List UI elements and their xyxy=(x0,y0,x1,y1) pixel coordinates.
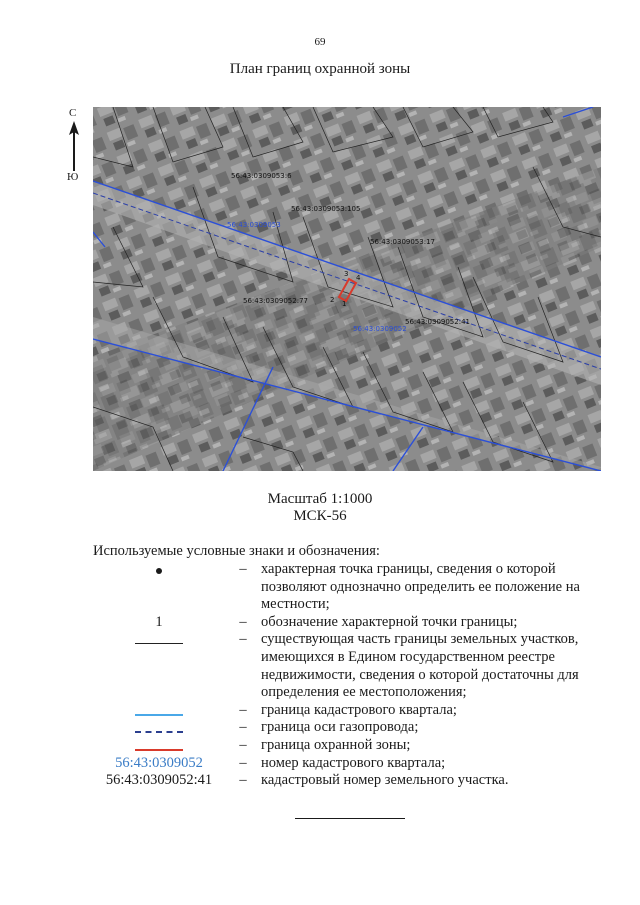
legend-dash: – xyxy=(239,736,247,753)
legend-item-gas-axis xyxy=(93,719,613,737)
dashed-line-icon xyxy=(135,731,183,733)
map-label-parcel: 56:43:0309052:77 xyxy=(243,297,308,305)
map-label-quarter: 56:43:0309052 xyxy=(353,325,407,333)
map-label-parcel: 56:43:0309053:6 xyxy=(231,172,292,180)
north-arrow-icon xyxy=(66,121,82,173)
legend-dash: – xyxy=(239,701,247,718)
legend-text: граница кадастрового квартала; xyxy=(261,701,457,718)
legend-text: граница оси газопровода; xyxy=(261,719,419,736)
legend-text: номер кадастрового квартала; xyxy=(261,754,446,771)
compass-south-label: Ю xyxy=(67,171,79,183)
legend-symbol: 1 xyxy=(155,613,163,630)
page-title: План границ охранной зоны xyxy=(229,61,411,77)
legend-item-point-label xyxy=(93,614,613,632)
crs-text: МСК-56 xyxy=(293,508,347,524)
legend-dash: – xyxy=(239,719,247,736)
map-point-label: 2 xyxy=(330,296,335,304)
legend-symbol: 56:43:0309052 xyxy=(115,754,203,771)
legend-dash: – xyxy=(239,561,247,577)
map-point-label: 1 xyxy=(342,300,347,308)
compass xyxy=(64,107,84,187)
legend-item-quarter-number xyxy=(93,755,613,773)
scale-text: Масштаб 1:1000 xyxy=(267,491,373,507)
compass-north-label: С xyxy=(69,107,77,119)
legend xyxy=(93,561,613,790)
map-label-parcel: 56:43:0309053:105 xyxy=(291,205,361,213)
red-line-icon xyxy=(135,749,183,751)
legend-item-parcel-boundary xyxy=(93,631,613,701)
legend-item-point xyxy=(93,561,613,614)
legend-text: характерная точка границы, сведения о которой позволяют однозначно определить ее положение на местности; xyxy=(261,561,580,613)
map-point-label: 3 xyxy=(344,270,349,278)
legend-symbol: 56:43:0309052:41 xyxy=(105,772,213,789)
map-label-quarter: 56:43:0309053 xyxy=(227,221,281,229)
scale-block xyxy=(0,491,640,525)
legend-item-quarter-boundary xyxy=(93,702,613,720)
legend-text: существующая часть границы земельных участков, имеющихся в Едином государственном реестре недвижимости, сведения о которой достаточны для определения ее местоположения; xyxy=(261,631,579,701)
legend-dash: – xyxy=(239,772,247,789)
map-label-parcel: 56:43:0309053:17 xyxy=(370,238,435,246)
point-dot-icon xyxy=(156,568,162,574)
legend-dash: – xyxy=(239,613,247,630)
legend-text: обозначение характерной точки границы; xyxy=(261,613,518,630)
black-line-icon xyxy=(135,643,183,644)
legend-text: граница охранной зоны; xyxy=(261,736,411,753)
bottom-rule xyxy=(295,818,405,819)
cadastral-map[interactable] xyxy=(93,107,601,471)
map-point-label: 4 xyxy=(356,274,361,282)
legend-dash: – xyxy=(239,754,247,771)
map-canvas xyxy=(93,107,601,471)
page-number: 69 xyxy=(314,36,326,48)
blue-line-icon xyxy=(135,714,183,716)
legend-dash: – xyxy=(239,631,247,648)
legend-item-parcel-number xyxy=(93,772,613,790)
legend-item-protection-zone xyxy=(93,737,613,755)
legend-title: Используемые условные знаки и обозначения: xyxy=(93,543,380,559)
legend-text: кадастровый номер земельного участка. xyxy=(261,772,509,789)
map-label-parcel: 56:43:0309052:41 xyxy=(405,318,470,326)
